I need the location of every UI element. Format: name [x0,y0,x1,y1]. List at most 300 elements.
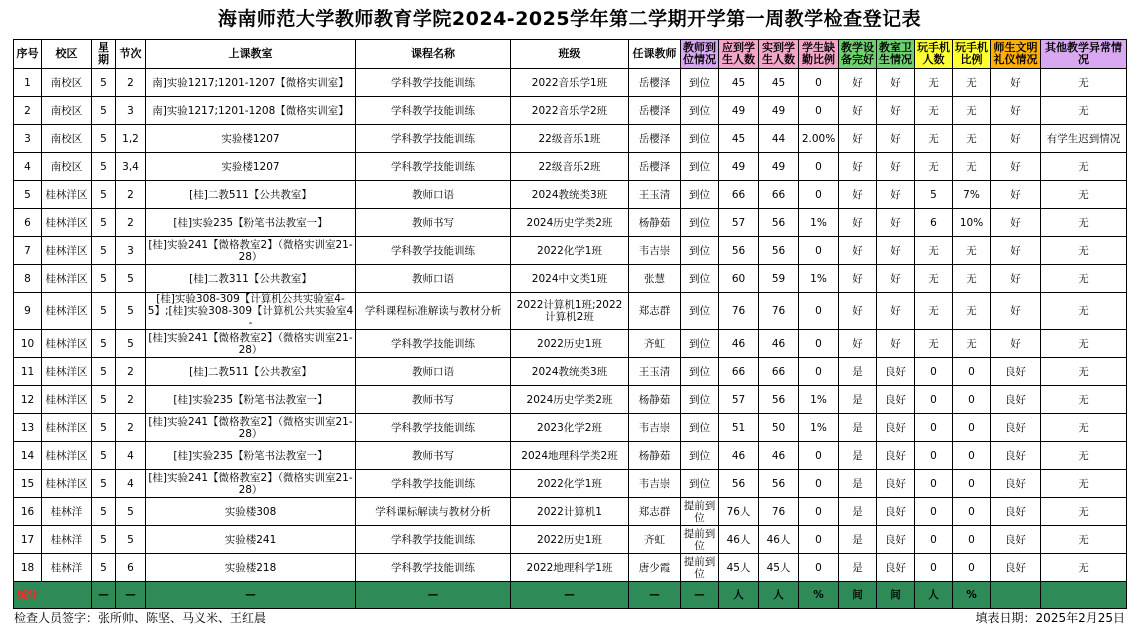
fill-date: 填表日期：2025年2月25日 [975,611,1125,625]
table-cell: 杨静茹 [629,386,681,414]
table-cell: 学科教学技能训练 [356,330,511,358]
table-cell: 11 [14,358,42,386]
table-cell: 实验楼241 [146,526,356,554]
table-cell: 无 [953,237,991,265]
page-title: 海南师范大学教师教育学院2024-2025学年第二学期开学第一周教学检查登记表 [217,8,922,30]
table-cell: 2022音乐学2班 [511,97,629,125]
table-cell: 5 [92,237,116,265]
table-cell: 南]实验1217;1201-1208【微格实训室】 [146,97,356,125]
col-header: 星期 [92,40,116,69]
col-header: 其他教学异常情况 [1041,40,1127,69]
total-cell: — [92,582,116,609]
table-cell: 是 [839,498,877,526]
table-cell: 无 [1041,237,1127,265]
table-cell: 张慧 [629,265,681,293]
table-cell: 郑志群 [629,293,681,330]
table-cell: 提前到位 [681,498,719,526]
table-cell: 到位 [681,153,719,181]
table-cell: 8 [14,265,42,293]
table-cell: 0 [953,526,991,554]
inspection-table [13,39,1127,609]
table-cell: 好 [991,209,1041,237]
table-cell: 0 [915,358,953,386]
table-cell: 实验楼218 [146,554,356,582]
col-header: 上课教室 [146,40,356,69]
table-cell: 南校区 [42,125,92,153]
table-cell: 郑志群 [629,498,681,526]
total-cell: 人 [759,582,799,609]
table-cell: 无 [1041,414,1127,442]
table-cell: 好 [877,125,915,153]
table-row [14,153,1127,181]
table-cell: 好 [877,330,915,358]
table-cell: 2024历史学类2班 [511,209,629,237]
table-cell: 无 [1041,97,1127,125]
table-cell: 46 [759,330,799,358]
total-cell: 人 [915,582,953,609]
table-cell: 5 [92,554,116,582]
table-cell: 学科教学技能训练 [356,97,511,125]
table-cell: 4 [116,470,146,498]
table-cell: 到位 [681,386,719,414]
table-cell: 岳樱泽 [629,125,681,153]
table-cell: 49 [719,153,759,181]
total-cell: 间 [877,582,915,609]
table-cell: 45人 [719,554,759,582]
table-cell: 韦吉崇 [629,470,681,498]
table-cell: 桂林洋区 [42,358,92,386]
table-cell: [桂]实验235【粉笔书法教室一】 [146,386,356,414]
table-cell: 实验楼1207 [146,125,356,153]
table-cell: 好 [877,153,915,181]
table-cell: 12 [14,386,42,414]
table-cell: 良好 [991,554,1041,582]
table-cell: 3 [14,125,42,153]
table-cell: 5 [116,498,146,526]
table-cell: 无 [1041,293,1127,330]
col-header: 玩手机人数 [915,40,953,69]
table-cell: 5 [92,414,116,442]
table-cell: 18 [14,554,42,582]
table-cell: 6 [116,554,146,582]
table-cell: 齐虹 [629,526,681,554]
table-cell: 是 [839,414,877,442]
table-cell: 2 [116,358,146,386]
table-cell: 46 [759,442,799,470]
table-cell: 16 [14,498,42,526]
col-header: 教师到位情况 [681,40,719,69]
table-cell: 2022化学1班 [511,470,629,498]
table-cell: 9 [14,293,42,330]
table-cell: 无 [915,265,953,293]
table-cell: 好 [839,153,877,181]
table-cell: 5 [116,265,146,293]
table-cell: 0 [799,498,839,526]
table-cell: 学科教学技能训练 [356,125,511,153]
table-cell: 良好 [991,414,1041,442]
table-cell: 良好 [991,386,1041,414]
table-cell: 56 [719,237,759,265]
table-cell: 76人 [719,498,759,526]
table-cell: 2.00% [799,125,839,153]
table-cell: 好 [877,69,915,97]
total-cell: — [629,582,681,609]
table-cell: 到位 [681,69,719,97]
table-cell: 学科教学技能训练 [356,414,511,442]
table-cell: 好 [991,69,1041,97]
col-header: 序号 [14,40,42,69]
table-cell: 3,4 [116,153,146,181]
table-cell: 好 [991,125,1041,153]
table-cell: 2022计算机1 [511,498,629,526]
table-cell: 2022地理科学1班 [511,554,629,582]
table-cell: 良好 [877,526,915,554]
table-cell: 无 [915,97,953,125]
total-cell: — [146,582,356,609]
table-cell: 45人 [759,554,799,582]
table-cell: 76 [719,293,759,330]
table-cell: 无 [1041,181,1127,209]
table-cell: 5 [92,330,116,358]
table-cell: 57 [719,209,759,237]
table-cell: 教师书写 [356,209,511,237]
table-cell: 5 [92,69,116,97]
table-cell: 2024中文类1班 [511,265,629,293]
table-cell: 0 [915,470,953,498]
table-cell: 无 [1041,442,1127,470]
table-cell: 好 [839,237,877,265]
table-cell: 0 [799,358,839,386]
table-cell: 良好 [877,554,915,582]
table-cell: 好 [877,209,915,237]
table-cell: 76 [759,498,799,526]
table-cell: 1% [799,386,839,414]
table-cell: 提前到位 [681,554,719,582]
table-cell: 0 [953,386,991,414]
table-cell: 5 [92,358,116,386]
table-cell: 桂林洋区 [42,237,92,265]
table-cell: 2024教统类3班 [511,181,629,209]
table-cell: 桂林洋区 [42,386,92,414]
table-cell: 0 [915,554,953,582]
table-cell: 是 [839,386,877,414]
table-cell: 好 [839,181,877,209]
table-cell: 0 [799,181,839,209]
table-cell: 好 [991,181,1041,209]
table-cell: 56 [759,470,799,498]
col-header: 玩手机比例 [953,40,991,69]
table-cell: 杨静茹 [629,209,681,237]
table-cell: 桂林洋区 [42,330,92,358]
col-header: 教学设备完好 [839,40,877,69]
table-cell: 56 [759,209,799,237]
table-cell: 南校区 [42,69,92,97]
table-cell: 5 [92,386,116,414]
table-cell: 6 [14,209,42,237]
table-cell: 无 [1041,330,1127,358]
table-cell: 76 [759,293,799,330]
table-cell: 2022历史1班 [511,526,629,554]
table-cell: 2022历史1班 [511,330,629,358]
table-row [14,498,1127,526]
table-cell: 0 [799,293,839,330]
table-cell: 无 [953,293,991,330]
table-cell: 2024历史学类2班 [511,386,629,414]
table-cell: 提前到位 [681,526,719,554]
table-cell: 0 [953,414,991,442]
table-row [14,470,1127,498]
table-row [14,209,1127,237]
table-cell: 2024地理科学类2班 [511,442,629,470]
table-row [14,526,1127,554]
table-cell: 良好 [877,498,915,526]
table-cell: 46 [719,442,759,470]
table-cell: 良好 [991,526,1041,554]
table-cell: 15 [14,470,42,498]
table-cell: 到位 [681,125,719,153]
table-cell: 无 [1041,265,1127,293]
table-cell: 南校区 [42,97,92,125]
table-row [14,97,1127,125]
table-cell: 好 [877,237,915,265]
table-cell: 66 [759,181,799,209]
table-cell: 桂林洋区 [42,442,92,470]
table-cell: 好 [991,293,1041,330]
table-cell: 57 [719,386,759,414]
table-cell: 良好 [877,358,915,386]
table-cell: 17 [14,526,42,554]
table-cell: 0 [799,153,839,181]
table-cell: 岳樱泽 [629,69,681,97]
col-header: 实到学生人数 [759,40,799,69]
table-cell: 5 [92,97,116,125]
table-cell: [桂]实验241【微格教室2】（微格实训室21-28） [146,414,356,442]
table-cell: 2022化学1班 [511,237,629,265]
table-cell: 59 [759,265,799,293]
table-cell: 到位 [681,265,719,293]
table-cell: 0 [799,69,839,97]
table-cell: 5 [116,330,146,358]
table-cell: 46人 [759,526,799,554]
col-header: 节次 [116,40,146,69]
table-cell: 教师口语 [356,181,511,209]
table-cell: 桂林洋区 [42,209,92,237]
table-cell: [桂]实验241【微格教室2】（微格实训室21-28） [146,330,356,358]
table-cell: 2022计算机1班;2022计算机2班 [511,293,629,330]
inspectors-signature: 检查人员签字：张所帅、陈坚、马义米、王红晨 [14,611,267,625]
table-cell: 45 [719,69,759,97]
table-cell: 学科教学技能训练 [356,554,511,582]
table-cell: 桂林洋区 [42,265,92,293]
table-cell: [桂]二教311【公共教室】 [146,265,356,293]
table-cell: 韦吉崇 [629,414,681,442]
table-cell: 桂林洋 [42,554,92,582]
table-cell: 51 [719,414,759,442]
table-cell: 良好 [877,414,915,442]
table-cell: 到位 [681,97,719,125]
table-cell: 6 [915,209,953,237]
col-header: 任课教师 [629,40,681,69]
table-cell: 无 [1041,498,1127,526]
table-cell: 0 [953,470,991,498]
table-cell: 22级音乐1班 [511,125,629,153]
table-cell: 学科教学技能训练 [356,470,511,498]
total-cell: — [681,582,719,609]
col-header: 课程名称 [356,40,511,69]
table-cell: 实验楼308 [146,498,356,526]
col-header: 学生缺勤比例 [799,40,839,69]
table-cell: 46人 [719,526,759,554]
table-cell: 无 [915,237,953,265]
table-cell: 到位 [681,209,719,237]
table-cell: 学科教学技能训练 [356,237,511,265]
table-cell: 5 [92,442,116,470]
table-cell: 5 [92,498,116,526]
table-row [14,554,1127,582]
table-cell: 1,2 [116,125,146,153]
table-cell: 无 [1041,470,1127,498]
table-cell: 0 [915,442,953,470]
table-cell: 好 [877,293,915,330]
table-cell: 学科教学技能训练 [356,153,511,181]
table-cell: [桂]二教511【公共教室】 [146,358,356,386]
table-cell: 4 [116,442,146,470]
table-cell: 唐少霞 [629,554,681,582]
table-cell: 0 [799,470,839,498]
table-cell: 13 [14,414,42,442]
table-cell: 教师口语 [356,358,511,386]
table-row [14,293,1127,330]
table-cell: 无 [1041,69,1127,97]
table-cell: 56 [719,470,759,498]
table-cell: 好 [991,97,1041,125]
table-cell: 10% [953,209,991,237]
table-cell: 2 [116,209,146,237]
table-cell: 5 [92,470,116,498]
table-cell: 0 [915,526,953,554]
table-cell: 岳樱泽 [629,153,681,181]
table-cell: 5 [915,181,953,209]
table-cell: 桂林洋 [42,526,92,554]
table-cell: 66 [719,358,759,386]
table-cell: 56 [759,237,799,265]
table-cell: 到位 [681,181,719,209]
table-cell: 到位 [681,442,719,470]
table-cell: 5 [92,209,116,237]
table-cell: 0 [915,386,953,414]
table-cell: 49 [719,97,759,125]
table-cell: 50 [759,414,799,442]
table-cell: 0 [799,97,839,125]
table-row [14,358,1127,386]
table-cell: 5 [14,181,42,209]
table-cell: 到位 [681,330,719,358]
table-cell: 5 [116,526,146,554]
table-cell: 有学生迟到情况 [1041,125,1127,153]
table-cell: 5 [92,181,116,209]
table-cell: 0 [953,554,991,582]
table-cell: 无 [953,125,991,153]
table-cell: 是 [839,554,877,582]
table-cell: 到位 [681,237,719,265]
table-cell: 良好 [991,470,1041,498]
table-cell: 1% [799,265,839,293]
table-cell: 3 [116,237,146,265]
table-cell: [桂]实验235【粉笔书法教室一】 [146,209,356,237]
table-cell: 好 [839,69,877,97]
table-cell: 桂林洋 [42,498,92,526]
table-cell: 好 [877,265,915,293]
table-cell: 学科课标解读与教材分析 [356,498,511,526]
table-cell: 好 [991,153,1041,181]
table-cell: 杨静茹 [629,442,681,470]
table-cell: [桂]实验241【微格教室2】（微格实训室21-28） [146,237,356,265]
table-cell: 2 [116,386,146,414]
table-cell: 0 [953,358,991,386]
table-cell: 无 [953,69,991,97]
table-cell: 好 [839,97,877,125]
total-cell: % [799,582,839,609]
table-cell: 60 [719,265,759,293]
table-cell: 学科课程标准解读与教材分析 [356,293,511,330]
table-cell: 桂林洋区 [42,181,92,209]
table-row [14,386,1127,414]
table-cell: 2022音乐学1班 [511,69,629,97]
table-cell: 实验楼1207 [146,153,356,181]
table-cell: 5 [92,125,116,153]
table-cell: 7% [953,181,991,209]
table-cell: 0 [799,526,839,554]
table-cell: 好 [839,330,877,358]
table-cell: 王玉清 [629,358,681,386]
table-cell: 是 [839,470,877,498]
table-cell: 好 [877,97,915,125]
table-cell: 2 [14,97,42,125]
table-cell: 良好 [877,470,915,498]
table-cell: 到位 [681,414,719,442]
table-cell: 好 [839,293,877,330]
total-cell: — [116,582,146,609]
table-row [14,181,1127,209]
table-cell: 5 [92,526,116,554]
table-cell: 好 [839,209,877,237]
table-row [14,265,1127,293]
table-cell: 无 [1041,209,1127,237]
table-cell: 好 [839,125,877,153]
table-cell: 45 [719,125,759,153]
table-cell: 无 [915,330,953,358]
table-cell: 3 [116,97,146,125]
table-cell: 是 [839,442,877,470]
table-row [14,330,1127,358]
table-cell: 学科教学技能训练 [356,69,511,97]
table-cell: 0 [953,498,991,526]
table-cell: 44 [759,125,799,153]
table-cell: 49 [759,97,799,125]
total-cell: 间 [839,582,877,609]
table-cell: [桂]二教511【公共教室】 [146,181,356,209]
table-cell: 无 [915,125,953,153]
table-cell: 0 [799,554,839,582]
table-cell: 教师书写 [356,442,511,470]
table-cell: 无 [1041,554,1127,582]
table-cell: 22级音乐2班 [511,153,629,181]
table-cell: 南]实验1217;1201-1207【微格实训室】 [146,69,356,97]
table-cell: 1% [799,209,839,237]
col-header: 校区 [42,40,92,69]
table-cell: 5 [92,265,116,293]
table-cell: 0 [915,498,953,526]
